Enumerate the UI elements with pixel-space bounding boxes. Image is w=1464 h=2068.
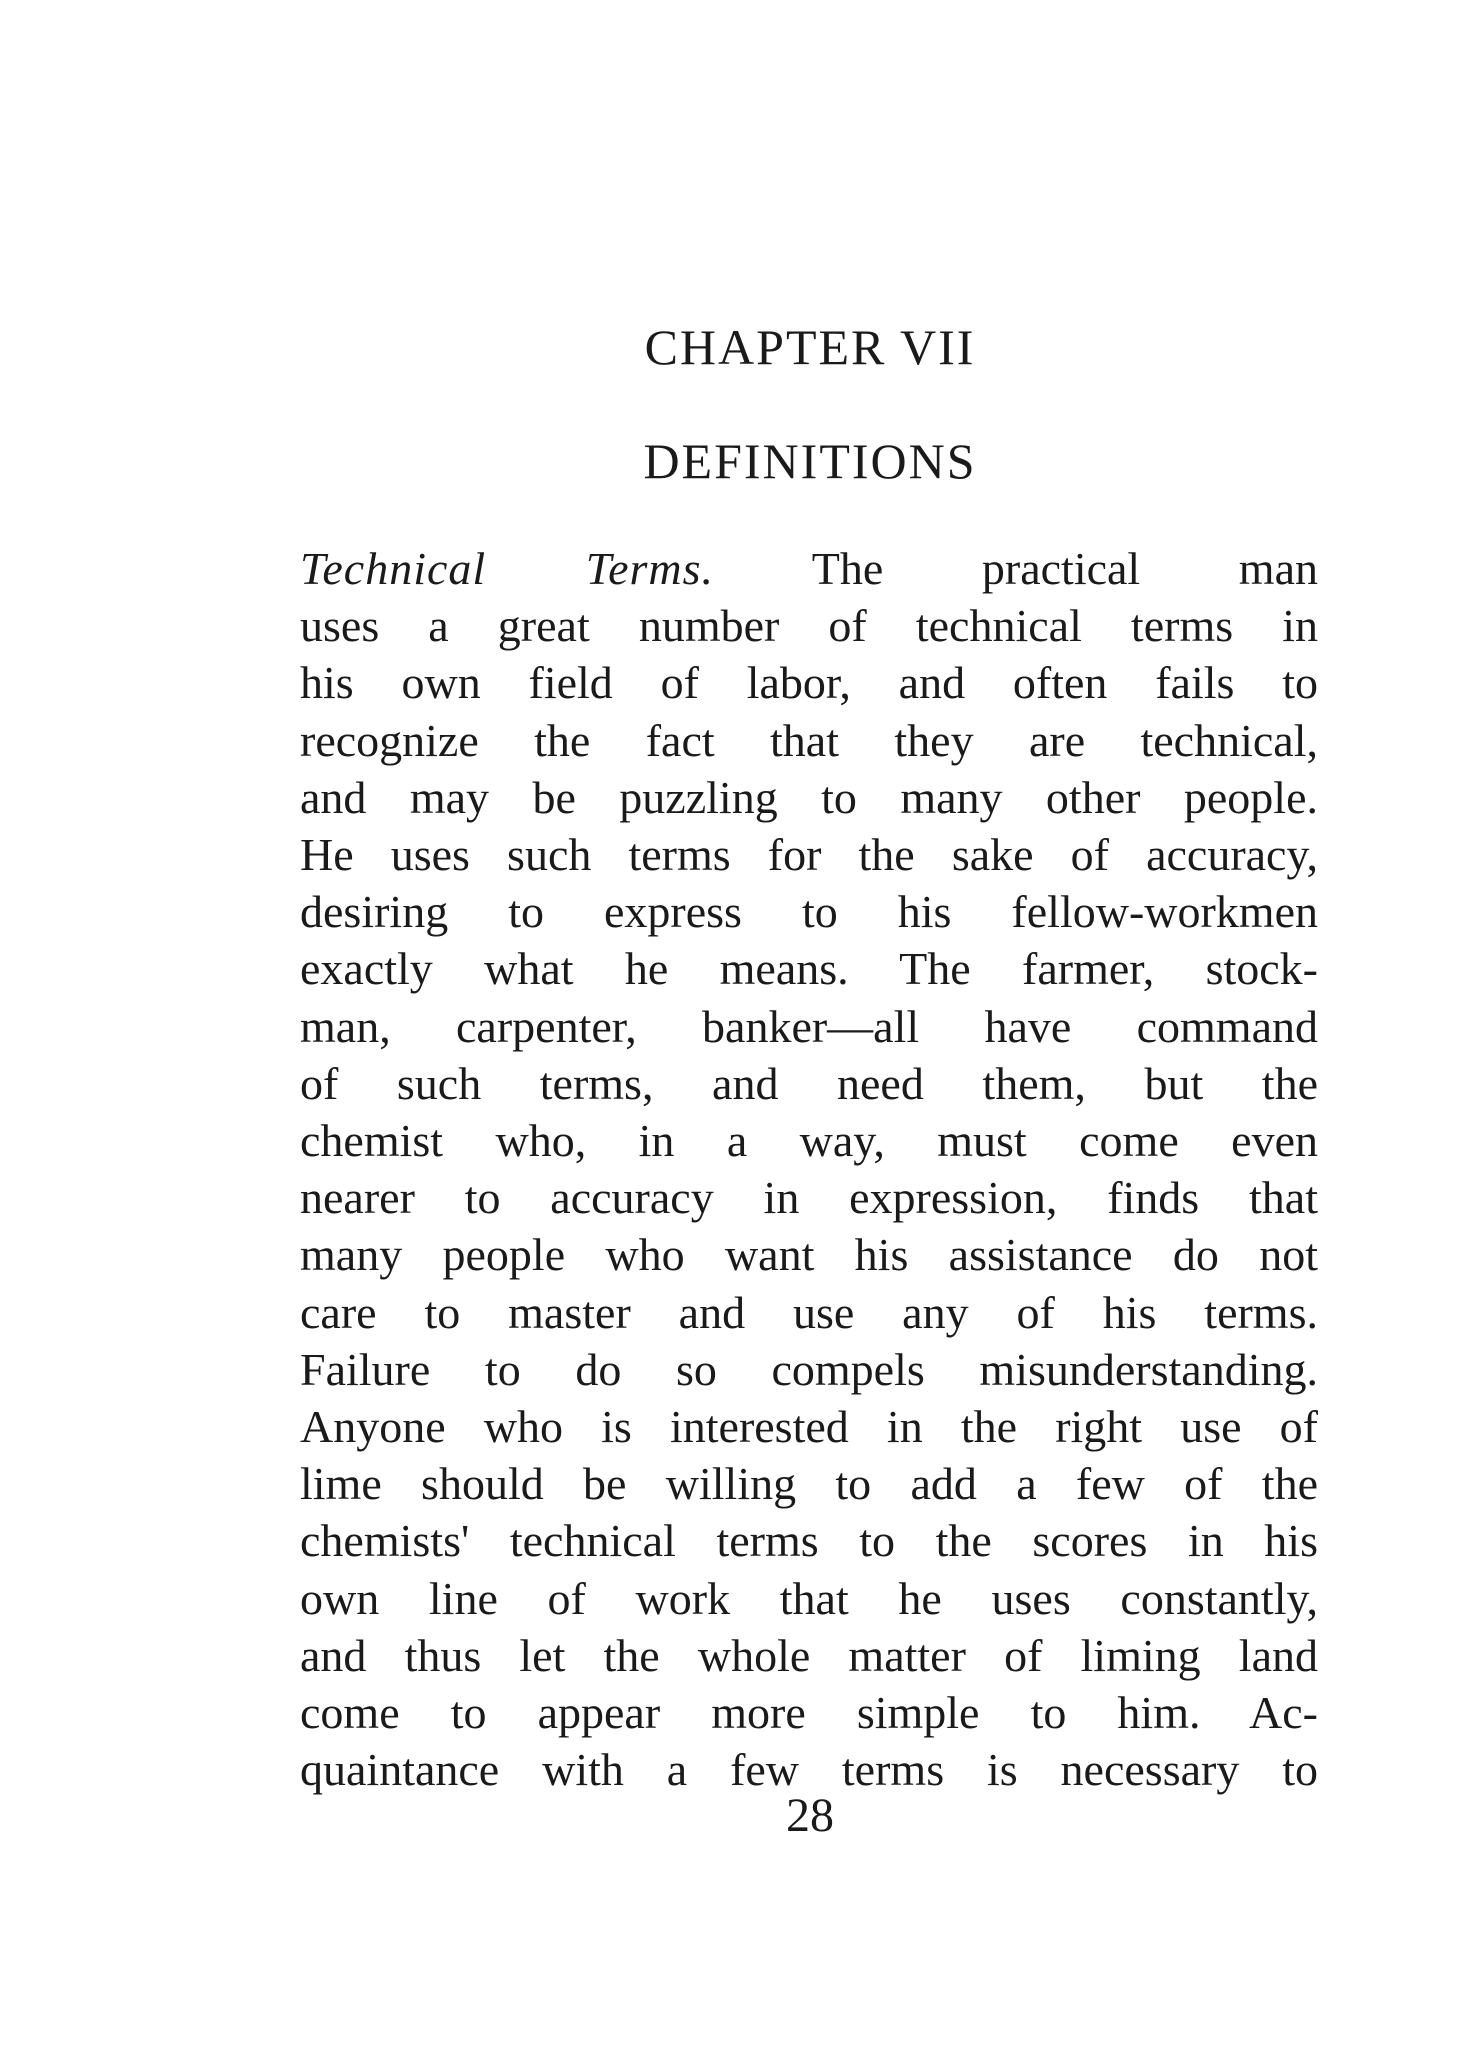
body-line: desiring to express to his fellow-workmen xyxy=(300,886,1318,938)
body-line: chemist who, in a way, must come even xyxy=(300,1115,1318,1167)
body-line: of such terms, and need them, but the xyxy=(300,1057,1318,1109)
body-line: and thus let the whole matter of liming land xyxy=(300,1629,1318,1681)
body-line: nearer to accuracy in expression, finds that xyxy=(300,1172,1318,1224)
body-line: Anyone who is interested in the right use of xyxy=(300,1401,1318,1453)
body-line: lime should be willing to add a few of the xyxy=(300,1458,1318,1510)
body-line: man, carpenter, banker—all have command xyxy=(300,1000,1318,1052)
body-line: exactly what he means. The farmer, stock- xyxy=(300,943,1318,995)
body-line: uses a great number of technical terms in xyxy=(300,600,1318,652)
body-line: and may be puzzling to many other people. xyxy=(300,771,1318,823)
body-line xyxy=(300,540,1318,597)
body-paragraph xyxy=(300,540,1318,1798)
body-line: many people who want his assistance do not xyxy=(300,1229,1318,1281)
body-line: his own field of labor, and often fails to xyxy=(300,657,1318,709)
chapter-title: DEFINITIONS xyxy=(643,433,977,489)
body-line: He uses such terms for the sake of accuracy, xyxy=(300,829,1318,881)
body-line: Failure to do so compels misunderstanding. xyxy=(300,1343,1318,1395)
run-in-heading: Technical Terms. xyxy=(300,543,715,594)
page-number: 28 xyxy=(786,1789,834,1842)
body-line: own line of work that he uses constantly, xyxy=(300,1572,1318,1624)
body-line: recognize the fact that they are technical, xyxy=(300,714,1318,766)
body-line: quaintance with a few terms is necessary to xyxy=(300,1744,1318,1796)
body-line: chemists' technical terms to the scores in his xyxy=(300,1515,1318,1567)
body-line: care to master and use any of his terms. xyxy=(300,1286,1318,1338)
chapter-number: CHAPTER VII xyxy=(644,319,976,375)
first-line-text: The practical man xyxy=(811,543,1318,594)
body-line: come to appear more simple to him. Ac- xyxy=(300,1687,1318,1739)
